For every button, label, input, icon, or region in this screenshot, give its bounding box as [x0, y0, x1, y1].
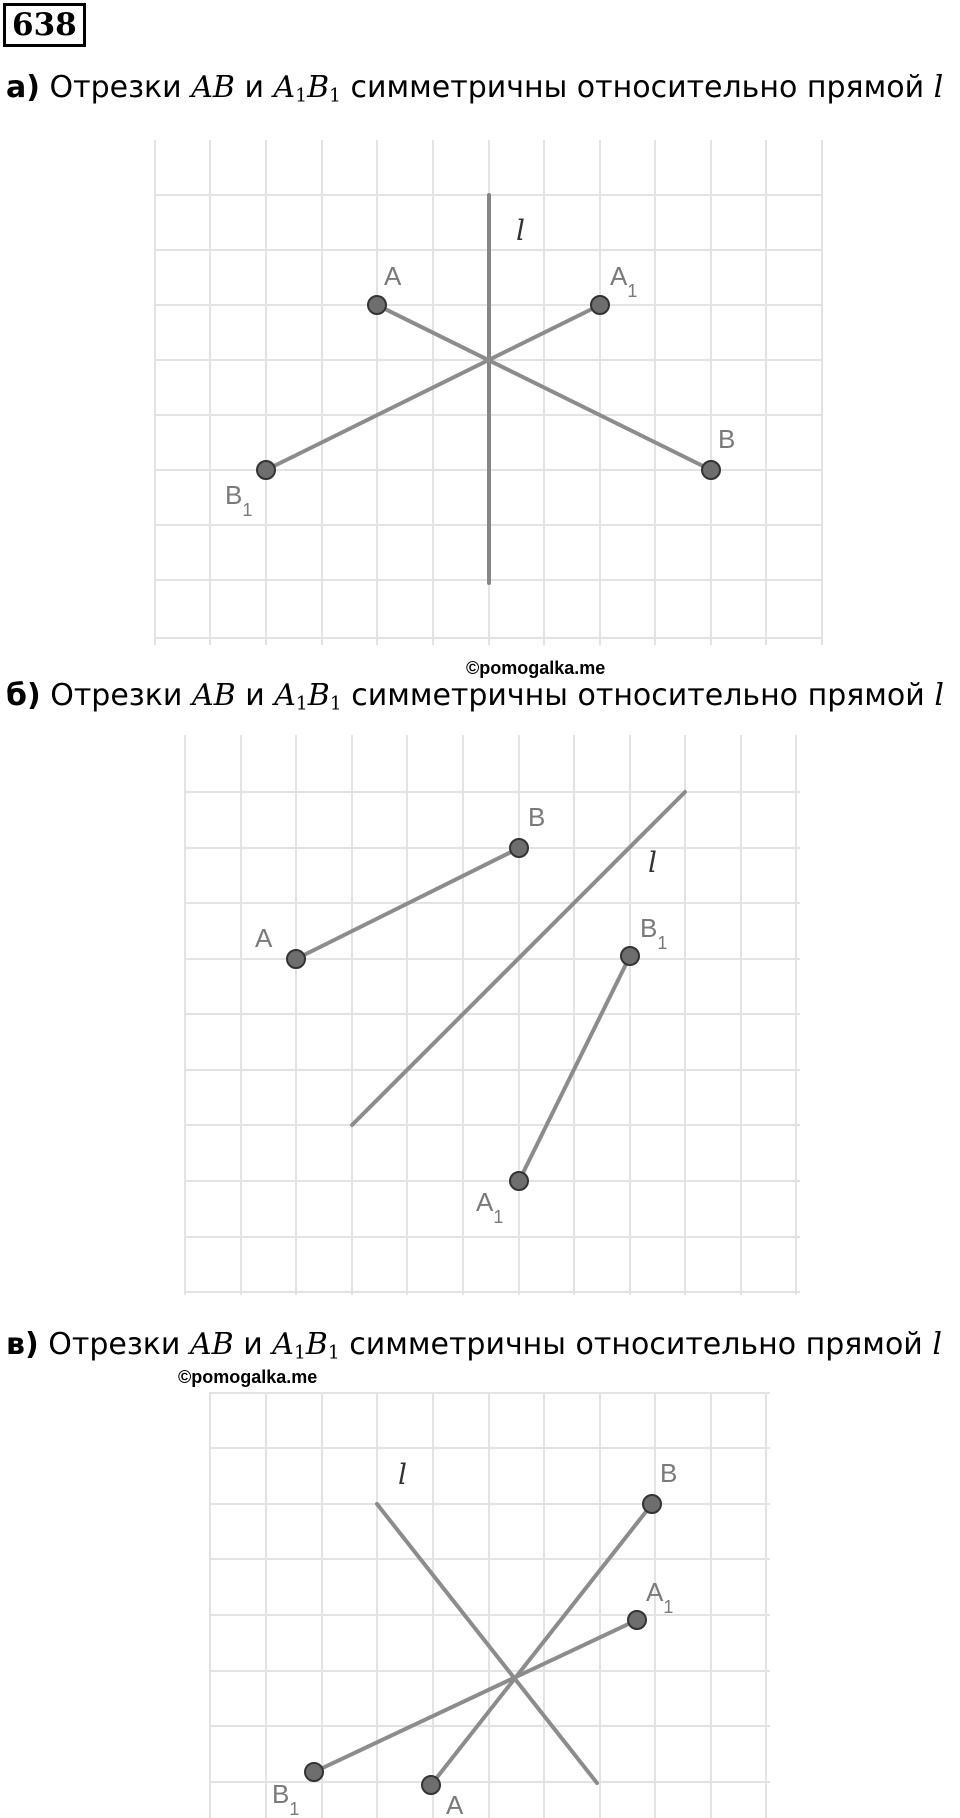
segment-a1b1: $A_1B_1$ [273, 70, 341, 107]
label-b1: $B_1$ [272, 1779, 300, 1818]
label-a1: $A_1$ [476, 1187, 504, 1227]
label-l: l [516, 214, 525, 247]
label-a: A [384, 261, 402, 291]
heading-text-after: симметричны относительно прямой [351, 678, 925, 713]
heading-text-after: симметричны относительно прямой [349, 1327, 923, 1362]
label-b: B [528, 802, 546, 832]
heading-text: Отрезки [49, 70, 182, 105]
part-letter: в) [6, 1327, 39, 1362]
heading-text-after: симметричны относительно прямой [350, 70, 925, 105]
segment-a1b1 [314, 1620, 637, 1772]
heading-text: Отрезки [48, 1327, 181, 1362]
label-a: A [446, 1790, 464, 1818]
heading-conj: и [243, 1327, 263, 1362]
watermark: ©pomogalka.me [466, 658, 606, 678]
point-b1 [305, 1763, 323, 1781]
segment-a1b1: $A_1B_1$ [272, 1327, 340, 1364]
label-a1: $A_1$ [610, 261, 638, 301]
line-name: l [933, 70, 944, 105]
part-letter: б) [6, 678, 41, 713]
point-b [643, 1495, 661, 1513]
task-number: 638 [3, 3, 86, 47]
label-b: B [718, 424, 736, 454]
segment-a1b1: $A_1B_1$ [274, 678, 342, 715]
figure-c-grid [210, 1392, 770, 1818]
label-b: B [660, 1458, 678, 1488]
heading-text: Отрезки [50, 678, 183, 713]
segment-ab: AB [191, 70, 235, 105]
part-letter: а) [6, 70, 40, 105]
label-a: A [255, 923, 273, 953]
label-b1: $B_1$ [640, 913, 668, 953]
label-b1: $B_1$ [225, 480, 253, 520]
label-l: l [648, 846, 657, 879]
segment-ab: AB [191, 678, 236, 713]
watermark: ©pomogalka.me [178, 1367, 318, 1387]
point-a [422, 1776, 440, 1794]
heading-conj: и [245, 678, 265, 713]
label-l: l [398, 1458, 407, 1491]
line-name: l [934, 678, 944, 713]
line-name: l [932, 1327, 942, 1362]
segment-ab [431, 1504, 652, 1785]
segment-ab: AB [189, 1327, 234, 1362]
label-a1: $A_1$ [646, 1577, 674, 1617]
line-l [377, 1504, 597, 1783]
heading-conj: и [244, 70, 264, 105]
point-a1 [628, 1611, 646, 1629]
